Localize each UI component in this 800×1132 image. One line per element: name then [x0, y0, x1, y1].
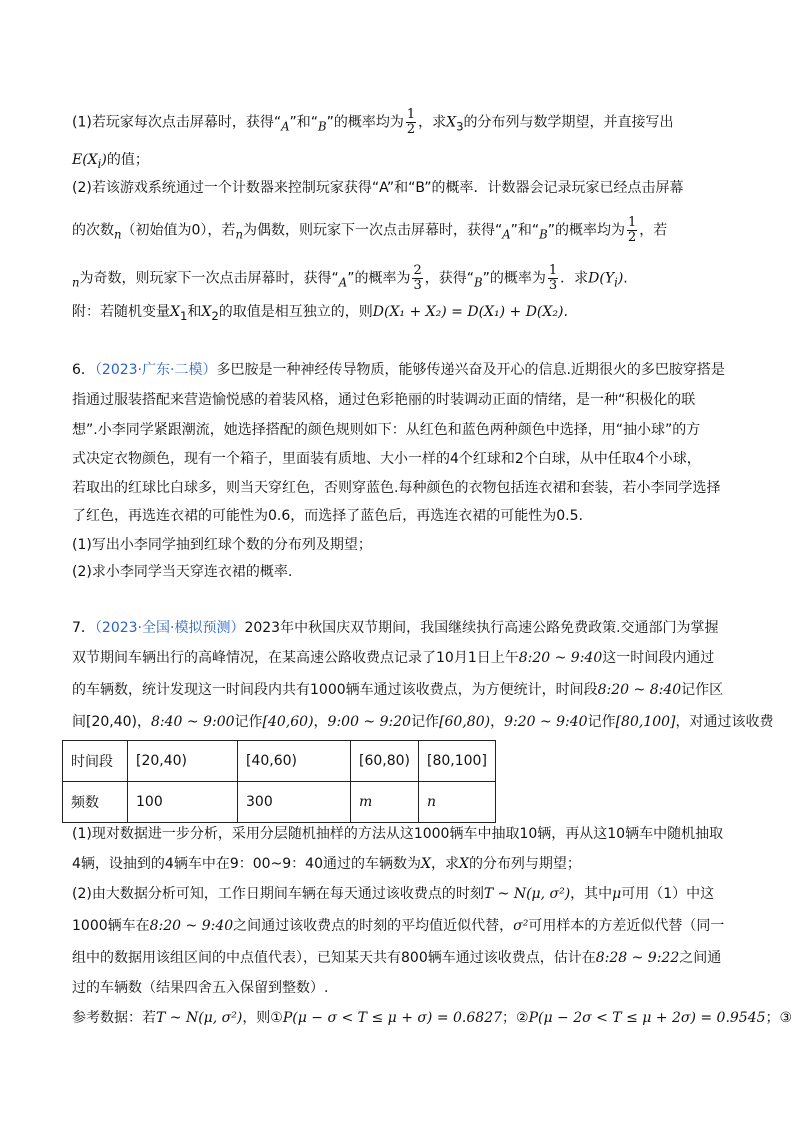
- q6-line2: 指通过服装搭配来营造愉悦感的着装风格，通过色彩艳丽的时装调动正面的情绪，是一种“积极化的联: [72, 392, 696, 408]
- question-number: 6．: [72, 362, 95, 378]
- q5-sub1-line1: (1)若玩家每次点击屏幕时，获得“$_A$”和“$_B$”的概率均为 $\frac{1}{2}$ ，求$X_3$的分布列与数学期望，并直接写出: [72, 107, 674, 137]
- q6-line4: 式决定衣物颜色，现有一个箱子，里面装有质地、大小一样的4个红球和2个白球，从中任取4个小球，: [72, 451, 701, 467]
- text: 的分布列与数学期望，并直接写出: [463, 114, 674, 131]
- math-x3: X: [446, 114, 457, 131]
- table-cell: 100: [128, 782, 238, 823]
- question-number: 7．: [72, 620, 95, 636]
- q6-sub2: (2)求小李同学当天穿连衣裙的概率.: [72, 564, 293, 580]
- table-cell: 300: [238, 782, 351, 823]
- q7-line1: 7．（2023·全国·模拟预测）2023年中秋国庆双节期间，我国继续执行高速公路免费政策.交通部门为掌握: [72, 620, 719, 636]
- q7-sub2-line4: 过的车辆数（结果四舍五入保留到整数）.: [72, 980, 329, 996]
- frequency-table: [62, 740, 496, 823]
- q6-sub1: (1)写出小李同学抽到红球个数的分布列及期望；: [72, 537, 372, 553]
- text: (1)若玩家每次点击屏幕时，获得“: [72, 114, 282, 131]
- text: ，求: [418, 114, 447, 131]
- q7-sub2-line2: 1000辆车在8:20 ~ 9:40之间通过该收费点的时刻的平均值近似代替，σ²可用样本的方差近似代替（同一: [72, 918, 725, 934]
- q5-sub2-line1: (2)若该游戏系统通过一个计数器来控制玩家获得“A”和“B”的概率．计数器会记录玩家已经点击屏幕: [72, 180, 684, 196]
- q6-line1: 6．（2023·广东·二模）多巴胺是一种神经传导物质，能够传递兴奋及开心的信息.近期很火的多巴胺穿搭是: [72, 362, 725, 378]
- text: ”的概率均为: [326, 114, 404, 131]
- text: 的值；: [106, 152, 149, 168]
- fraction-half: $\frac{1}{2}$: [406, 107, 416, 137]
- table-header-row: [63, 741, 496, 782]
- q6-line3: 想”.小李同学紧跟潮流，她选择搭配的颜色规则如下：从红色和蓝色两种颜色中选择，用“抽小球”的方: [72, 422, 701, 438]
- fraction-half: $\frac{1}{2}$: [628, 215, 637, 245]
- math-b: B: [318, 119, 327, 134]
- q7-line2: 双节期间车辆出行的高峰情况，在某高速公路收费点记录了10月1日上午8:20 ~ 9:40这一时间段内通过: [72, 650, 715, 666]
- table-cell: [40,60): [238, 741, 351, 782]
- table-cell: m: [351, 782, 419, 823]
- q7-sub2-line3: 组中的数据用该组区间的中点值代表），已知某天共有800辆车通过该收费点，估计在8:28 ~ 9:22之间通: [72, 950, 722, 966]
- question-source: （2023·全国·模拟预测）: [94, 620, 245, 636]
- question-source: （2023·广东·二模）: [94, 362, 217, 378]
- math-n: n: [114, 227, 122, 242]
- q6-line6: 了红色，再选连衣裙的可能性为0.6，而选择了蓝色后，再选连衣裙的可能性为0.5.: [72, 508, 583, 524]
- math-a: A: [281, 119, 290, 134]
- q7-sub1-line2: 4辆，设抽到的4辆车中在9：00~9：40通过的车辆数为X，求X的分布列与期望；: [72, 856, 581, 872]
- table-cell: 频数: [63, 782, 128, 823]
- table-cell: [80,100]: [419, 741, 496, 782]
- q5-note: 附：若随机变量$X_1$和$X_2$的取值是相互独立的，则D(X₁ + X₂) = D(X₁) + D(X₂).: [72, 304, 568, 323]
- q5-sub1-line2: $E(X_i)$的值；: [72, 152, 149, 171]
- q5-sub2-line3: $_n$为奇数，则玩家下一次点击屏幕时，获得“$_A$”的概率为 $\frac{2}{3}$ ，获得“$_B$”的概率为 $\frac{1}{3}$ ．求$D(Y_i)$.: [72, 263, 628, 293]
- table-row: [63, 782, 496, 823]
- table-cell: n: [419, 782, 496, 823]
- table-cell: [20,40): [128, 741, 238, 782]
- q7-line4: 间[20,40)，8:40 ~ 9:00记作[40,60)，9:00 ~ 9:20记作[60,80)，9:20 ~ 9:40记作[80,100]，对通过该收费: [72, 714, 774, 730]
- q7-sub2-line1: (2)由大数据分析可知，工作日期间车辆在每天通过该收费点的时刻T ~ N(μ, σ²)，其中μ可用（1）中这: [72, 886, 715, 902]
- q7-reference-data: 参考数据：若T ~ N(μ, σ²)，则①P(μ − σ < T ≤ μ + σ) = 0.6827；②P(μ − 2σ < T ≤ μ + 2σ) = 0.9545；③: [72, 1010, 793, 1026]
- q7-line3: 的车辆数，统计发现这一时间段内共有1000辆车通过该收费点，为方便统计，时间段8:20 ~ 8:40记作区: [72, 682, 724, 698]
- fraction-one-third: $\frac{1}{3}$: [548, 263, 558, 293]
- text: ”和“: [289, 114, 319, 131]
- q5-sub2-line2: 的次数$_n$（初始值为0），若$_n$为偶数，则玩家下一次点击屏幕时，获得“$_A$”和“$_B$”的概率均为 $\frac{1}{2}$ ，若: [72, 215, 668, 245]
- table-cell: 时间段: [63, 741, 128, 782]
- table-cell: [60,80): [351, 741, 419, 782]
- fraction-two-thirds: $\frac{2}{3}$: [413, 263, 422, 293]
- math-variance-formula: D(X₁ + X₂) = D(X₁) + D(X₂): [372, 304, 564, 320]
- q6-line5: 若取出的红球比白球多，则当天穿红色，否则穿蓝色.每种颜色的衣物包括连衣裙和套装，若小李同学选择: [72, 480, 721, 496]
- math-ex: E(X: [72, 152, 98, 168]
- q7-sub1-line1: (1)现对数据进一步分析，采用分层随机抽样的方法从这1000辆车中抽取10辆，再从这10辆车中随机抽取: [72, 826, 724, 842]
